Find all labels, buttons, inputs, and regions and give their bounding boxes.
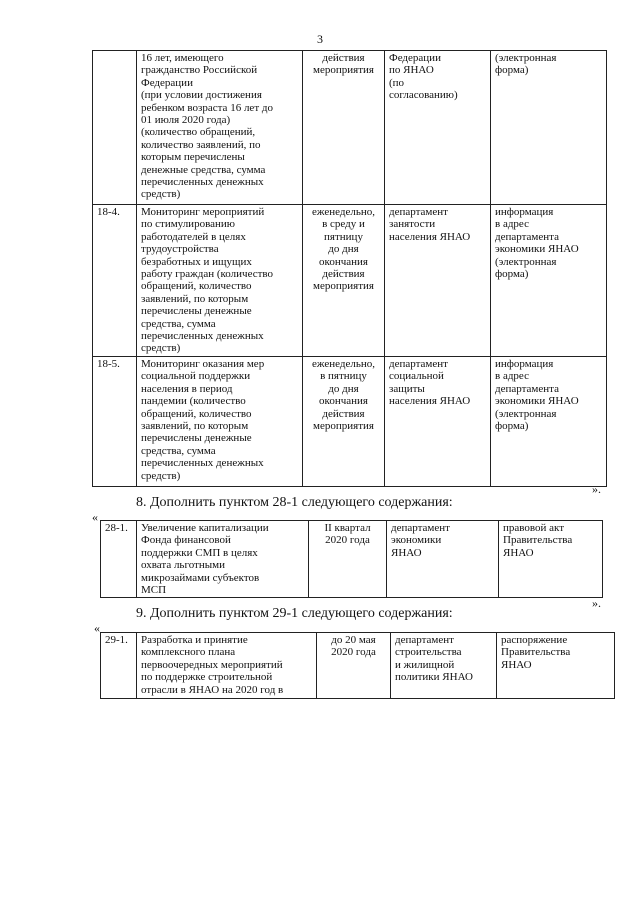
section-9-heading: 9. Дополнить пунктом 29-1 следующего содержания: (136, 606, 453, 621)
opening-quote: « (94, 621, 100, 635)
page-number: 3 (317, 32, 323, 46)
closing-quote: ». (592, 596, 601, 610)
plan-table-28-1 (100, 520, 603, 598)
plan-table-continuation (92, 50, 607, 487)
row-number: 28-1. (101, 521, 137, 598)
responsible-text: департамент занятости населения ЯНАО (385, 205, 491, 357)
responsible-text: Федерации по ЯНАО (по согласованию) (385, 51, 491, 205)
opening-quote: « (92, 510, 98, 524)
responsible-text: департамент социальной защиты населения ЯНАО (385, 356, 491, 486)
term-text: II квартал 2020 года (309, 521, 387, 598)
term-text: действия мероприятия (303, 51, 385, 205)
result-text: информация в адрес департамента экономики ЯНАО (электронная форма) (491, 356, 607, 486)
row-number (93, 51, 137, 205)
section-8-heading: 8. Дополнить пунктом 28-1 следующего содержания: (136, 495, 453, 510)
table-row (93, 356, 607, 486)
measure-text: Мониторинг оказания мер социальной поддержки населения в период пандемии (количество обращений, количество заявлений, по которым перечислены денежные средства, сумма перечисленных денежных средств) (137, 356, 303, 486)
measure-text: Разработка и принятие комплексного плана первоочередных мероприятий по поддержке строительной отрасли в ЯНАО на 2020 год в (137, 633, 317, 699)
result-text: (электронная форма) (491, 51, 607, 205)
responsible-text: департамент экономики ЯНАО (387, 521, 499, 598)
table-row (101, 521, 603, 598)
table-row (93, 51, 607, 205)
measure-text: Увеличение капитализации Фонда финансовой поддержки СМП в целях охвата льготными микрозаймами субъектов МСП (137, 521, 309, 598)
term-text: до 20 мая 2020 года (317, 633, 391, 699)
row-number: 18-5. (93, 356, 137, 486)
term-text: еженедельно, в пятницу до дня окончания действия мероприятия (303, 356, 385, 486)
result-text: правовой акт Правительства ЯНАО (499, 521, 603, 598)
table-row (101, 633, 615, 699)
row-number: 18-4. (93, 205, 137, 357)
table-row (93, 205, 607, 357)
row-number: 29-1. (101, 633, 137, 699)
term-text: еженедельно, в среду и пятницу до дня окончания действия мероприятия (303, 205, 385, 357)
plan-table-29-1 (100, 632, 615, 699)
measure-text: 16 лет, имеющего гражданство Российской Федерации (при условии достижения ребенком возраста 16 лет до 01 июля 2020 года) (количество обращений, количество заявлений, по которым перечислены денежные средства, сумма перечисленных денежных средств) (137, 51, 303, 205)
measure-text: Мониторинг мероприятий по стимулированию работодателей в целях трудоустройства безработных и ищущих работу граждан (количество обращений, количество заявлений, по которым перечислены денежные средства, сумма перечисленных денежных средств) (137, 205, 303, 357)
result-text: информация в адрес департамента экономики ЯНАО (электронная форма) (491, 205, 607, 357)
closing-quote: ». (592, 482, 601, 496)
responsible-text: департамент строительства и жилищной политики ЯНАО (391, 633, 497, 699)
result-text: распоряжение Правительства ЯНАО (497, 633, 615, 699)
